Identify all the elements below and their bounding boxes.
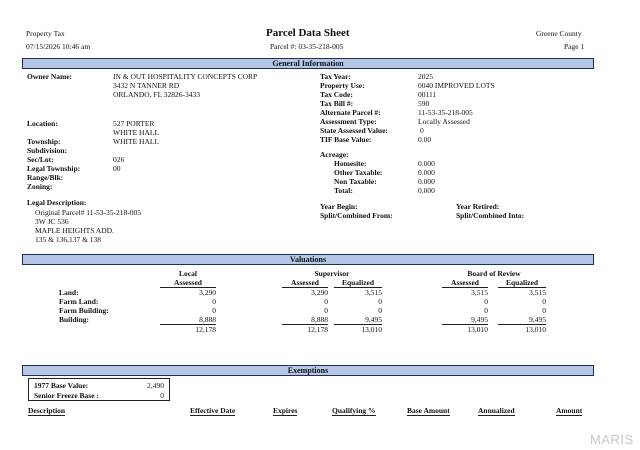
state-assessed-value: 0 <box>420 126 424 135</box>
page-number: Page 1 <box>564 42 585 51</box>
tax-code-value: 00111 <box>418 90 437 99</box>
year-retired-label: Year Retired: <box>456 202 500 211</box>
exemption-col-effective-date: Effective Date <box>190 406 236 415</box>
non-taxable-label: Non Taxable: <box>334 177 377 186</box>
board-equalized-header: Equalized <box>498 278 546 288</box>
acreage-total-label: Total: <box>334 186 353 195</box>
senior-freeze-value: 0 <box>160 391 164 400</box>
alternate-parcel-value: 11-53-35-218-005 <box>418 108 473 117</box>
total-supervisor-assessed-value: 12,178 <box>307 325 328 334</box>
split-from-label: Split/Combined From: <box>320 211 393 220</box>
farm-land-board-assessed-value: 0 <box>484 297 488 306</box>
legal-description-line-4: 135 & 136,137 & 138 <box>35 235 102 244</box>
owner-line-3: ORLANDO, FL 32826-3433 <box>113 90 201 99</box>
farm-building-board-assessed-value: 0 <box>484 306 488 315</box>
general-section-title: General Information <box>272 59 344 68</box>
land-board-equalized-value: 3,515 <box>529 288 546 297</box>
county-name: Greene County <box>536 29 582 38</box>
assessment-type-value: Locally Assessed <box>418 117 470 126</box>
total-board-assessed-value: 13,010 <box>467 325 488 334</box>
farm-land-label: Farm Land: <box>59 297 99 306</box>
homesite-label: Homesite: <box>334 159 367 168</box>
farm-land-supervisor-assessed-value: 0 <box>324 297 328 306</box>
exemptions-section-title: Exemptions <box>287 366 329 375</box>
property-use-label: Property Use: <box>320 81 365 90</box>
exemption-col-expires: Expires <box>273 406 298 415</box>
seclot-value: 026 <box>113 155 125 164</box>
split-into-label: Split/Combined Into: <box>456 211 525 220</box>
year-begin-label: Year Begin: <box>320 202 358 211</box>
township-label: Township: <box>27 137 61 146</box>
base-1977-value: 2,490 <box>147 381 164 390</box>
header-label: Property Tax <box>26 29 65 38</box>
legal-description-line-1: Original Parcel# 11-53-35-218-005 <box>35 208 141 217</box>
general-section-header <box>22 58 594 69</box>
legal-description-line-2: 3W JC 536 <box>35 217 69 226</box>
senior-freeze-label: Senior Freeze Base : <box>34 391 99 400</box>
range-label: Range/Blk: <box>27 173 64 182</box>
state-assessed-label: State Assessed Value: <box>320 126 388 135</box>
building-local-value: 8,888 <box>160 315 216 325</box>
supervisor-group-header: Supervisor <box>314 269 350 278</box>
other-taxable-value: 0.000 <box>418 168 435 177</box>
acreage-label: Acreage: <box>320 150 349 159</box>
base-1977-label: 1977 Base Value: <box>34 381 89 390</box>
farm-building-label: Farm Building: <box>59 306 109 315</box>
farm-building-supervisor-assessed-value: 0 <box>324 306 328 315</box>
valuations-section-header <box>22 254 594 265</box>
local-assessed-header: Assessed <box>160 278 216 288</box>
tax-bill-label: Tax Bill #: <box>320 99 354 108</box>
location-value: 527 PORTER <box>113 119 155 128</box>
non-taxable-value: 0.000 <box>418 177 435 186</box>
print-datetime: 07/15/2026 10:46 am <box>26 42 91 51</box>
location-city: WHITE HALL <box>113 128 160 137</box>
building-board-equalized-value: 9,495 <box>498 315 546 325</box>
owner-line-1: IN & OUT HOSPITALITY CONCEPTS CORP <box>113 72 258 81</box>
legal-description-label: Legal Description: <box>27 198 87 207</box>
farm-building-local-value: 0 <box>212 306 216 315</box>
land-supervisor-assessed-value: 3,290 <box>311 288 328 297</box>
alternate-parcel-label: Alternate Parcel #: <box>320 108 381 117</box>
farm-building-supervisor-equalized-value: 0 <box>378 306 382 315</box>
homesite-value: 0.000 <box>418 159 435 168</box>
page-title: Parcel Data Sheet <box>266 27 350 39</box>
assessment-type-label: Assessment Type: <box>320 117 377 126</box>
valuations-section-title: Valuations <box>289 255 327 264</box>
total-board-equalized-value: 13,010 <box>525 325 546 334</box>
land-board-assessed-value: 3,515 <box>471 288 488 297</box>
building-supervisor-assessed-value: 8,888 <box>282 315 328 325</box>
farm-building-board-equalized-value: 0 <box>542 306 546 315</box>
zoning-label: Zoning: <box>27 182 53 191</box>
tax-year-value: 2025 <box>418 72 433 81</box>
exemption-col-description: Description <box>28 406 66 415</box>
exemption-col-qualifying: Qualifying % <box>332 406 376 415</box>
exemption-col-annualized: Annualized <box>478 406 515 415</box>
building-supervisor-equalized-value: 9,495 <box>334 315 382 325</box>
local-group-header: Local <box>179 269 197 278</box>
tax-year-label: Tax Year: <box>320 72 351 81</box>
owner-line-2: 3432 N TANNER RD <box>113 81 180 90</box>
total-local-value: 12,178 <box>195 325 216 334</box>
property-use-value: 0040 IMPROVED LOTS <box>418 81 495 90</box>
land-label: Land: <box>59 288 79 297</box>
farm-land-local-value: 0 <box>212 297 216 306</box>
owner-label: Owner Name: <box>27 72 73 81</box>
acreage-total-value: 0.000 <box>418 186 435 195</box>
exemption-col-amount: Amount <box>556 406 583 415</box>
total-supervisor-equalized-value: 13,010 <box>361 325 382 334</box>
supervisor-equalized-header: Equalized <box>334 278 382 288</box>
land-supervisor-equalized-value: 3,515 <box>365 288 382 297</box>
parcel-number: Parcel #: 03-35-218-005 <box>270 42 344 51</box>
board-of-review-group-header: Board of Review <box>467 269 521 278</box>
exemptions-section-header <box>22 365 594 376</box>
building-board-assessed-value: 9,495 <box>442 315 488 325</box>
supervisor-assessed-header: Assessed <box>282 278 328 288</box>
subdivision-label: Subdivision: <box>27 146 68 155</box>
legal-description-line-3: MAPLE HEIGHTS ADD. <box>35 226 114 235</box>
location-label: Location: <box>27 119 58 128</box>
tax-bill-value: 590 <box>418 99 430 108</box>
land-local-value: 3,290 <box>199 288 216 297</box>
tif-base-label: TIF Base Value: <box>320 135 372 144</box>
other-taxable-label: Other Taxable: <box>334 168 383 177</box>
farm-land-supervisor-equalized-value: 0 <box>378 297 382 306</box>
farm-land-board-equalized-value: 0 <box>542 297 546 306</box>
legal-township-label: Legal Township: <box>27 164 81 173</box>
tax-code-label: Tax Code: <box>320 90 353 99</box>
seclot-label: Sec/Lot: <box>27 155 54 164</box>
building-label: Building: <box>59 315 90 324</box>
legal-township-value: 00 <box>113 164 121 173</box>
board-assessed-header: Assessed <box>442 278 488 288</box>
tif-base-value: 0.00 <box>418 135 432 144</box>
watermark-logo: MARIS <box>590 432 634 447</box>
exemption-col-base-amount: Base Amount <box>407 406 450 415</box>
township-value: WHITE HALL <box>113 137 160 146</box>
